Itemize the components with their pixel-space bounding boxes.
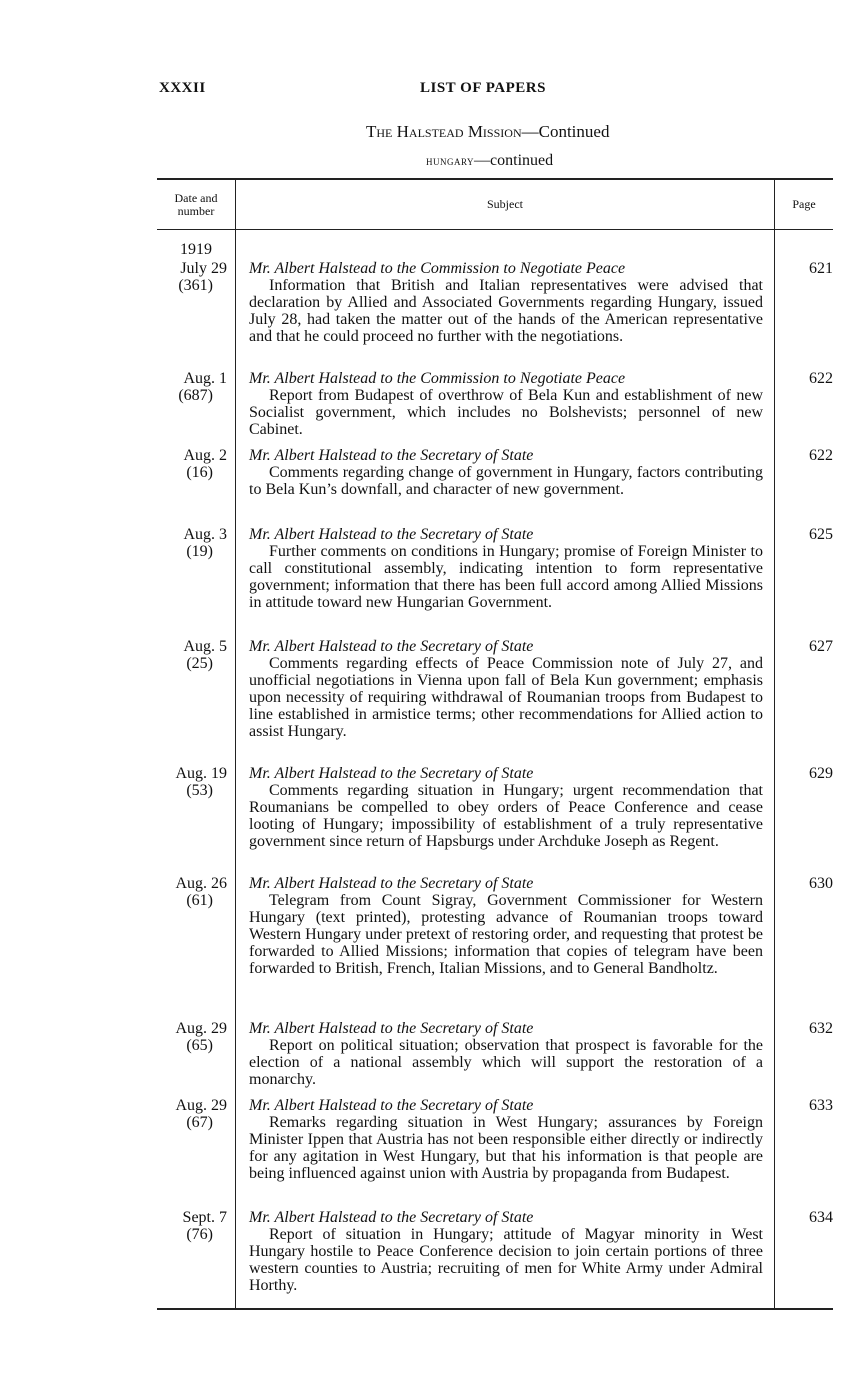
column-divider-left bbox=[235, 178, 236, 1308]
year-label: 1919 bbox=[180, 241, 212, 258]
entry-number: (61) bbox=[186, 892, 213, 909]
entry-heading: Mr. Albert Halstead to the Secretary of State bbox=[249, 1097, 534, 1114]
entry-subject bbox=[249, 447, 763, 498]
entry-body: Information that British and Italian representatives were advised that declaration by Allied and Associated Governments regarding Hungary, issued July 28, had taken the matter out of the hands of the American representative and that he could proceed no further with the negotiations. bbox=[249, 277, 763, 345]
entry-heading: Mr. Albert Halstead to the Commission to Negotiate Peace bbox=[249, 370, 626, 387]
section-title-text: The Halstead Mission bbox=[366, 122, 522, 141]
entry-page: 622 bbox=[809, 447, 833, 464]
column-header-date: Date and number bbox=[174, 191, 218, 218]
entry-date: Aug. 2 bbox=[183, 447, 227, 464]
column-header-subject: Subject bbox=[487, 197, 523, 211]
entry-page: 629 bbox=[809, 765, 833, 782]
subsection-title-text: hungary bbox=[426, 153, 475, 168]
entry-page: 622 bbox=[809, 370, 833, 387]
entry-heading: Mr. Albert Halstead to the Secretary of State bbox=[249, 875, 534, 892]
papers-table bbox=[157, 178, 833, 1315]
column-divider-right bbox=[774, 178, 775, 1308]
entry-date: Aug. 5 bbox=[183, 638, 227, 655]
entry-number: (76) bbox=[186, 1226, 213, 1243]
running-title: LIST OF PAPERS bbox=[420, 80, 546, 96]
section-title-suffix: —Continued bbox=[521, 122, 610, 141]
table-header-rule bbox=[157, 229, 833, 230]
table-top-rule bbox=[157, 178, 833, 180]
entry-number: (67) bbox=[186, 1114, 213, 1131]
entry-heading: Mr. Albert Halstead to the Secretary of State bbox=[249, 526, 534, 543]
entry-body: Comments regarding effects of Peace Commission note of July 27, and unofficial negotiations in Vienna upon fall of Bela Kun government; emphasis upon necessity of requiring withdrawal of Roumanian troops from Budapest to line established in armistice terms; other recommendations for Allied action to assist Hungary. bbox=[249, 655, 763, 740]
entry-number: (16) bbox=[186, 464, 213, 481]
entry-subject bbox=[249, 1209, 763, 1294]
entry-date: Aug. 29 bbox=[175, 1097, 227, 1114]
table-bottom-rule bbox=[157, 1308, 833, 1310]
entry-heading: Mr. Albert Halstead to the Commission to Negotiate Peace bbox=[249, 260, 626, 277]
entry-number: (53) bbox=[186, 782, 213, 799]
page-number: XXXII bbox=[159, 80, 206, 96]
entry-date: Aug. 3 bbox=[183, 526, 227, 543]
subsection-title bbox=[426, 152, 553, 170]
entry-heading: Mr. Albert Halstead to the Secretary of State bbox=[249, 447, 534, 464]
entry-date: Sept. 7 bbox=[182, 1209, 227, 1226]
entry-number: (361) bbox=[178, 277, 213, 294]
entry-page: 630 bbox=[809, 875, 833, 892]
entry-page: 627 bbox=[809, 638, 833, 655]
entry-body: Remarks regarding situation in West Hungary; assurances by Foreign Minister Ippen that Austria has not been responsible either directly or indirectly for any agitation in West Hungary, but that his information is that people are being influenced against union with Austria by propaganda from Budapest. bbox=[249, 1114, 763, 1182]
entry-subject bbox=[249, 875, 763, 977]
entry-number: (19) bbox=[186, 543, 213, 560]
entry-page: 632 bbox=[809, 1020, 833, 1037]
entry-date: July 29 bbox=[180, 260, 227, 277]
entry-page: 634 bbox=[809, 1209, 833, 1226]
section-title bbox=[366, 122, 609, 142]
entry-body: Comments regarding change of government in Hungary, factors contributing to Bela Kun’s downfall, and character of new government. bbox=[249, 464, 763, 498]
entry-body: Comments regarding situation in Hungary; urgent recommendation that Roumanians be compelled to obey orders of Peace Conference and cease looting of Hungary; impossibility of establishment of a truly representative government since return of Hapsburgs under Archduke Joseph as Regent. bbox=[249, 782, 763, 850]
entry-body: Further comments on conditions in Hungary; promise of Foreign Minister to call constitutional assembly, indicating intention to form representative government; information that there has been full accord among Allied Missions in attitude toward new Hungarian Government. bbox=[249, 543, 763, 611]
entry-date: Aug. 19 bbox=[175, 765, 227, 782]
entry-date: Aug. 29 bbox=[175, 1020, 227, 1037]
entry-date: Aug. 26 bbox=[175, 875, 227, 892]
entry-heading: Mr. Albert Halstead to the Secretary of State bbox=[249, 1209, 534, 1226]
entry-number: (687) bbox=[178, 387, 213, 404]
entry-body: Report on political situation; observation that prospect is favorable for the election of a national assembly which will support the restoration of a monarchy. bbox=[249, 1037, 763, 1088]
entry-heading: Mr. Albert Halstead to the Secretary of State bbox=[249, 1020, 534, 1037]
entry-number: (25) bbox=[186, 655, 213, 672]
entry-heading: Mr. Albert Halstead to the Secretary of State bbox=[249, 638, 534, 655]
entry-subject bbox=[249, 526, 763, 611]
subsection-title-suffix: —continued bbox=[474, 152, 554, 169]
entry-page: 633 bbox=[809, 1097, 833, 1114]
entry-subject bbox=[249, 260, 763, 345]
entry-subject bbox=[249, 1020, 763, 1088]
entry-page: 621 bbox=[809, 260, 833, 277]
entry-subject bbox=[249, 765, 763, 850]
entry-subject bbox=[249, 1097, 763, 1182]
entry-body: Telegram from Count Sigray, Government Commissioner for Western Hungary (text printed), protesting advance of Roumanian troops toward Western Hungary under pretext of restoring order, and requesting that protest be forwarded to Allied Missions; information that copies of telegram have been forwarded to British, French, Italian Missions, and to General Bandholtz. bbox=[249, 892, 763, 977]
entry-number: (65) bbox=[186, 1037, 213, 1054]
entry-page: 625 bbox=[809, 526, 833, 543]
entry-heading: Mr. Albert Halstead to the Secretary of State bbox=[249, 765, 534, 782]
entry-subject bbox=[249, 370, 763, 438]
entry-body: Report from Budapest of overthrow of Bela Kun and establishment of new Socialist government, which includes no Bolshevists; personnel of new Cabinet. bbox=[249, 387, 763, 438]
entry-date: Aug. 1 bbox=[183, 370, 227, 387]
entry-subject bbox=[249, 638, 763, 740]
entry-body: Report of situation in Hungary; attitude of Magyar minority in West Hungary hostile to Peace Conference decision to join certain portions of three western counties to Austria; recruiting of men for White Army under Admiral Horthy. bbox=[249, 1226, 763, 1294]
column-header-page: Page bbox=[792, 197, 816, 211]
